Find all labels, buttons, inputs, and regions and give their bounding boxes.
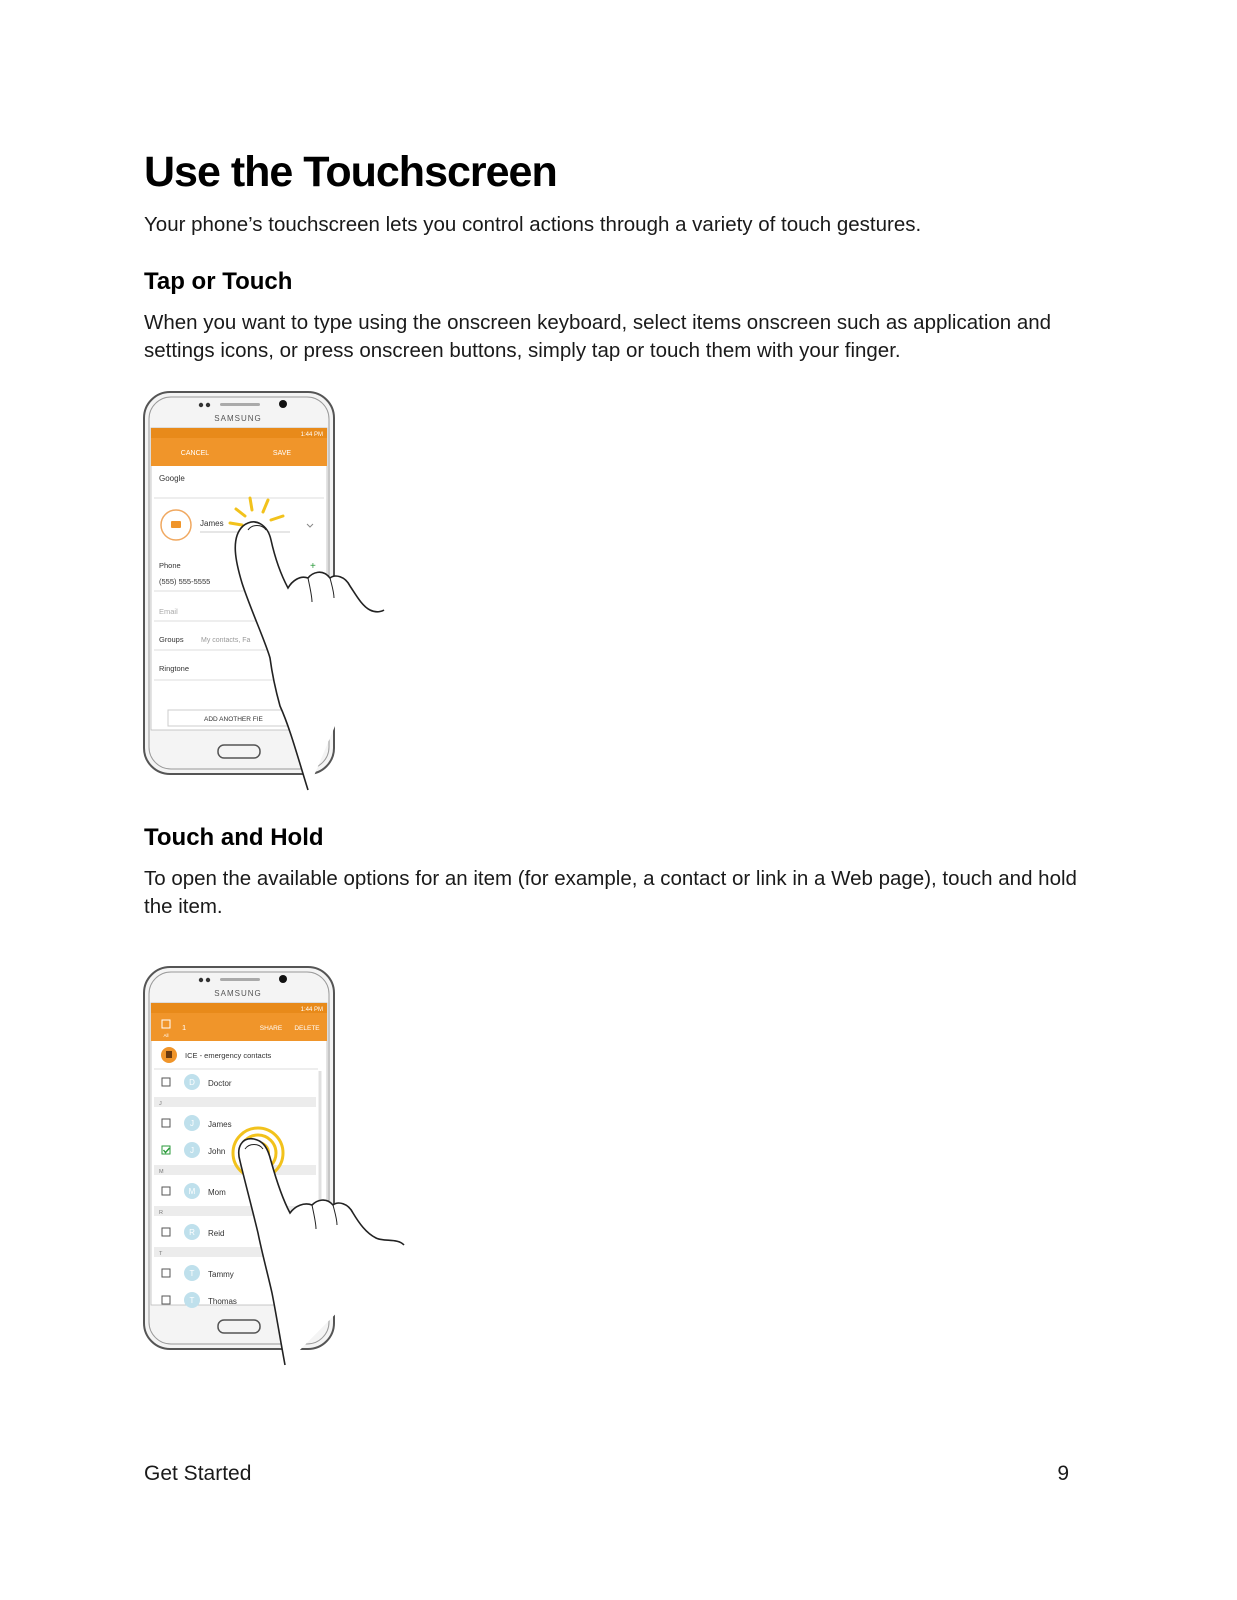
contact-checkbox[interactable] bbox=[162, 1228, 170, 1236]
tap-or-touch-heading: Tap or Touch bbox=[144, 268, 293, 295]
groups-label: Groups bbox=[159, 635, 184, 644]
phone-value[interactable]: (555) 555-5555 bbox=[159, 577, 211, 586]
camera-icon bbox=[171, 521, 181, 528]
contact-checkbox[interactable] bbox=[162, 1119, 170, 1127]
touch-and-hold-heading: Touch and Hold bbox=[144, 824, 324, 851]
sensor-icon bbox=[206, 978, 210, 982]
page-number: 9 bbox=[1057, 1462, 1069, 1485]
intro-paragraph: Your phone’s touchscreen lets you control actions through a variety of touch gestures. bbox=[144, 213, 922, 236]
camera-icon bbox=[279, 975, 287, 983]
contact-initial: R bbox=[189, 1228, 195, 1237]
share-button[interactable]: SHARE bbox=[259, 1025, 283, 1032]
contact-checkbox[interactable] bbox=[162, 1078, 170, 1086]
section-header: J bbox=[159, 1101, 162, 1107]
name-field[interactable]: James bbox=[200, 519, 224, 528]
contact-checkbox[interactable] bbox=[162, 1296, 170, 1304]
section-header: M bbox=[159, 1169, 164, 1175]
status-time: 1:44 PM bbox=[300, 1007, 323, 1013]
contact-name[interactable]: John bbox=[208, 1147, 226, 1156]
cancel-button[interactable]: CANCEL bbox=[180, 450, 210, 457]
contact-name[interactable]: Thomas bbox=[208, 1297, 237, 1306]
section-header: T bbox=[159, 1251, 163, 1257]
contact-initial: J bbox=[190, 1146, 194, 1155]
contact-initial: M bbox=[188, 1187, 196, 1196]
contact-name[interactable]: Mom bbox=[208, 1188, 226, 1197]
delete-button[interactable]: DELETE bbox=[294, 1025, 320, 1032]
sensor-icon bbox=[199, 403, 203, 407]
contact-name[interactable]: Doctor bbox=[208, 1079, 232, 1088]
contact-initial: T bbox=[189, 1269, 195, 1278]
contact-name[interactable]: Reid bbox=[208, 1229, 225, 1238]
contact-initial: D bbox=[189, 1078, 195, 1087]
add-icon[interactable]: + bbox=[310, 561, 316, 572]
status-time: 1:44 PM bbox=[300, 432, 323, 438]
speaker-grille bbox=[220, 978, 260, 981]
account-label: Google bbox=[159, 474, 185, 483]
section-header: R bbox=[159, 1210, 163, 1216]
touch-and-hold-body: To open the available options for an item (for example, a contact or link in a Web page), touch and hold the item. bbox=[144, 867, 1077, 918]
ice-label[interactable]: ICE - emergency contacts bbox=[185, 1051, 272, 1060]
add-field-label: ADD ANOTHER FIE bbox=[204, 716, 263, 723]
tap-illustration bbox=[140, 388, 410, 793]
contact-checkbox[interactable] bbox=[162, 1187, 170, 1195]
ringtone-label: Ringtone bbox=[159, 664, 190, 673]
contact-checkbox[interactable] bbox=[162, 1269, 170, 1277]
save-button[interactable]: SAVE bbox=[272, 450, 292, 457]
tap-or-touch-body: When you want to type using the onscreen keyboard, select items onscreen such as application and settings icons, or press onscreen buttons, simply tap or touch them with your finger. bbox=[144, 311, 1052, 362]
select-all-label: All bbox=[163, 1033, 169, 1038]
groups-value[interactable]: My contacts, Fa bbox=[201, 637, 251, 644]
contact-name[interactable]: Tammy bbox=[208, 1270, 234, 1279]
phone-label: Phone bbox=[159, 561, 181, 570]
email-field[interactable]: Email bbox=[159, 607, 178, 616]
touch-and-hold-illustration bbox=[140, 963, 410, 1368]
sensor-icon bbox=[199, 978, 203, 982]
contact-initial: J bbox=[190, 1119, 194, 1128]
brand-label: SAMSUNG bbox=[214, 414, 262, 423]
brand-label: SAMSUNG bbox=[214, 989, 262, 998]
selected-count: 1 bbox=[182, 1023, 187, 1032]
speaker-grille bbox=[220, 403, 260, 406]
contact-name[interactable]: James bbox=[208, 1120, 232, 1129]
page-title: Use the Touchscreen bbox=[144, 148, 557, 196]
footer-section: Get Started bbox=[144, 1462, 252, 1485]
contact-initial: T bbox=[189, 1296, 195, 1305]
camera-icon bbox=[279, 400, 287, 408]
sensor-icon bbox=[206, 403, 210, 407]
